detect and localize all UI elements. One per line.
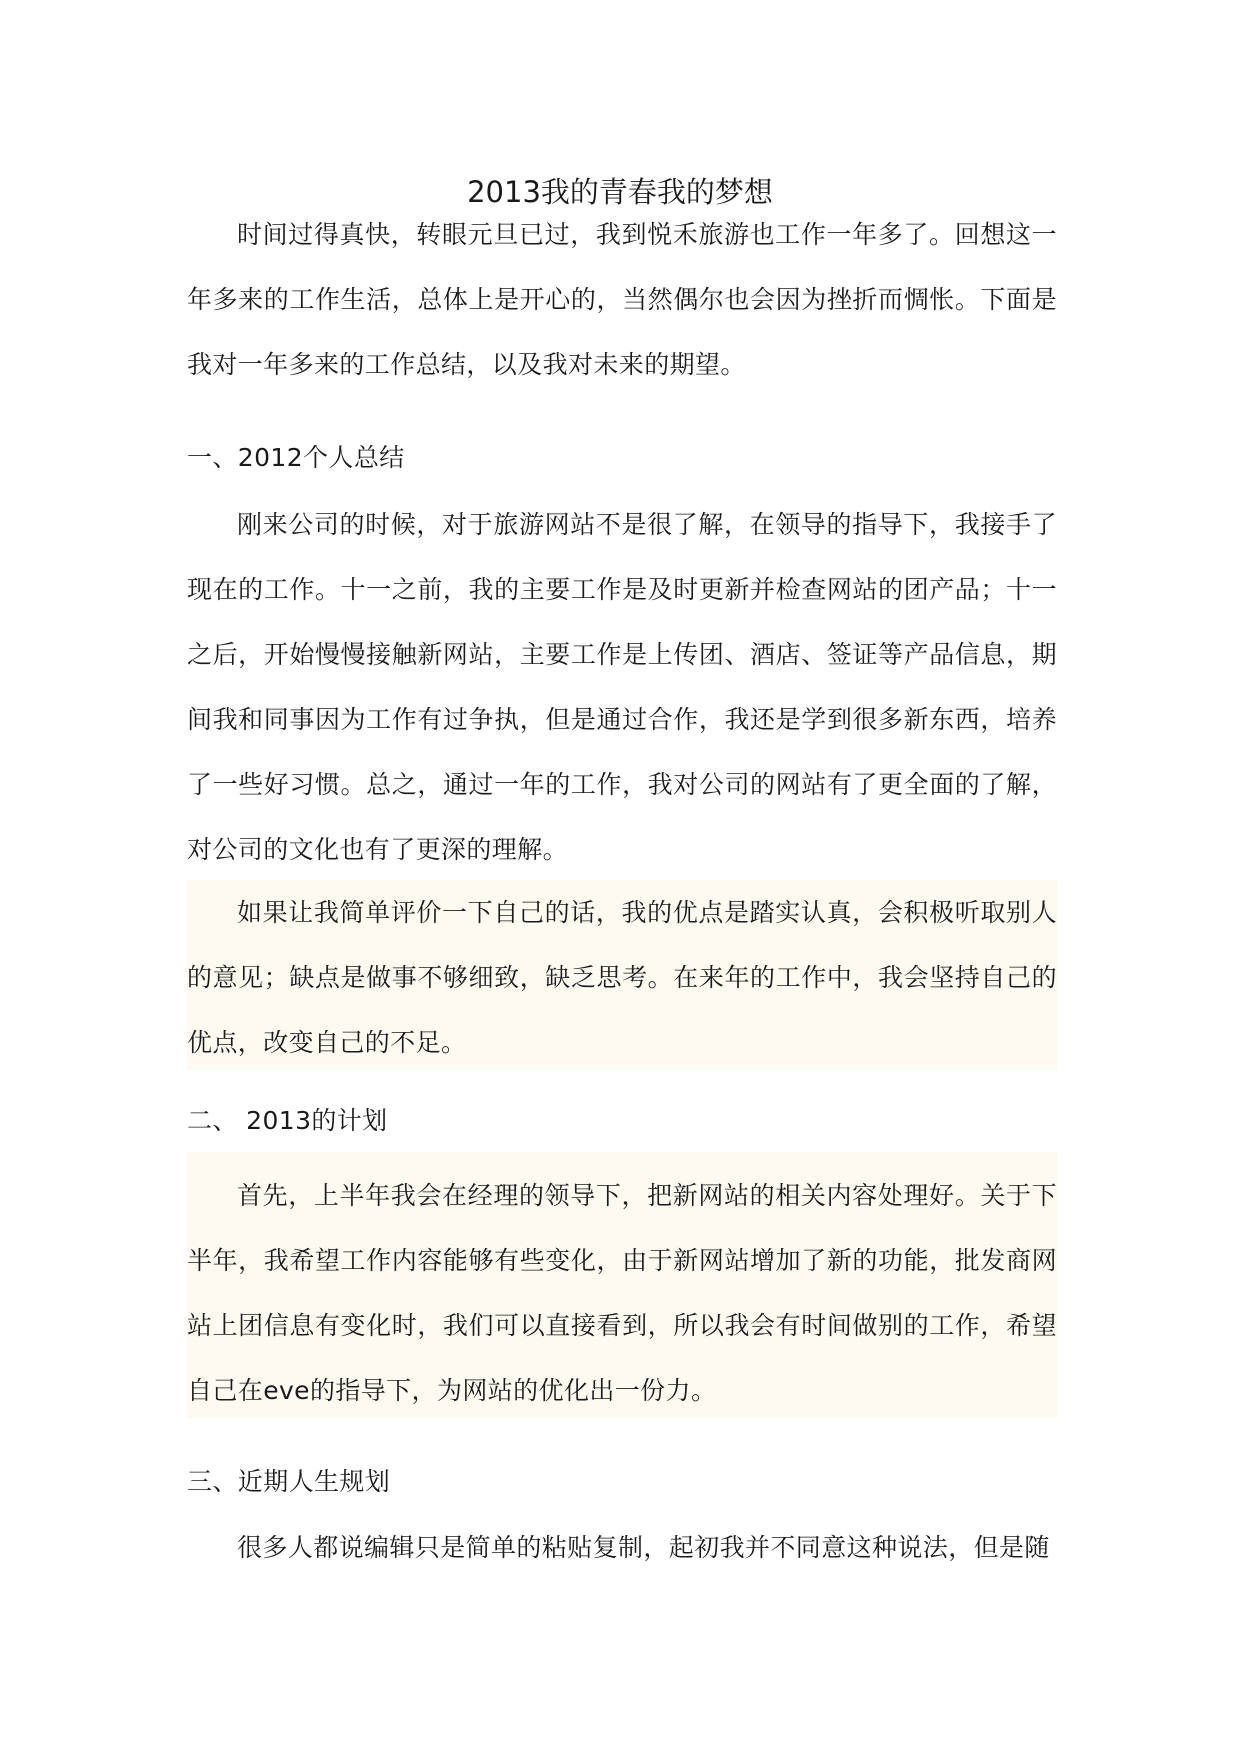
section-heading-plan: 二、 2013的计划 [187,1106,388,1135]
life-plan-paragraph: 很多人都说编辑只是简单的粘贴复制，起初我并不同意这种说法，但是随 [237,1533,1050,1562]
document-title: 2013我的青春我的梦想 [467,175,773,209]
intro-paragraph: 时间过得真快，转眼元旦已过，我到悦禾旅游也工作一年多了。回想这一年多来的工作生活，总体上是开心的，当然偶尔也会因为挫折而惆怅。下面是我对一年多来的工作总结，以及我对未来的期望。 [187,220,1057,379]
summary-paragraph-2: 如果让我简单评价一下自己的话，我的优点是踏实认真，会积极听取别人的意见；缺点是做事不够细致，缺乏思考。在来年的工作中，我会坚持自己的优点，改变自己的不足。 [187,898,1057,1057]
plan-paragraph: 首先，上半年我会在经理的领导下，把新网站的相关内容处理好。关于下半年，我希望工作内容能够有些变化，由于新网站增加了新的功能，批发商网站上团信息有变化时，我们可以直接看到，所以我会有时间做别的工作，希望自己在eve的指导下，为网站的优化出一份力。 [187,1181,1057,1405]
section-heading-summary: 一、2012个人总结 [187,443,405,472]
section-heading-life-plan: 三、近期人生规划 [187,1467,391,1496]
summary-paragraph-1: 刚来公司的时候，对于旅游网站不是很了解，在领导的指导下，我接手了现在的工作。十一之前，我的主要工作是及时更新并检查网站的团产品；十一之后，开始慢慢接触新网站，主要工作是上传团、酒店、签证等产品信息，期间我和同事因为工作有过争执，但是通过合作，我还是学到很多新东西，培养了一些好习惯。总之，通过一年的工作，我对公司的网站有了更全面的了解，对公司的文化也有了更深的理解。 [187,510,1057,864]
